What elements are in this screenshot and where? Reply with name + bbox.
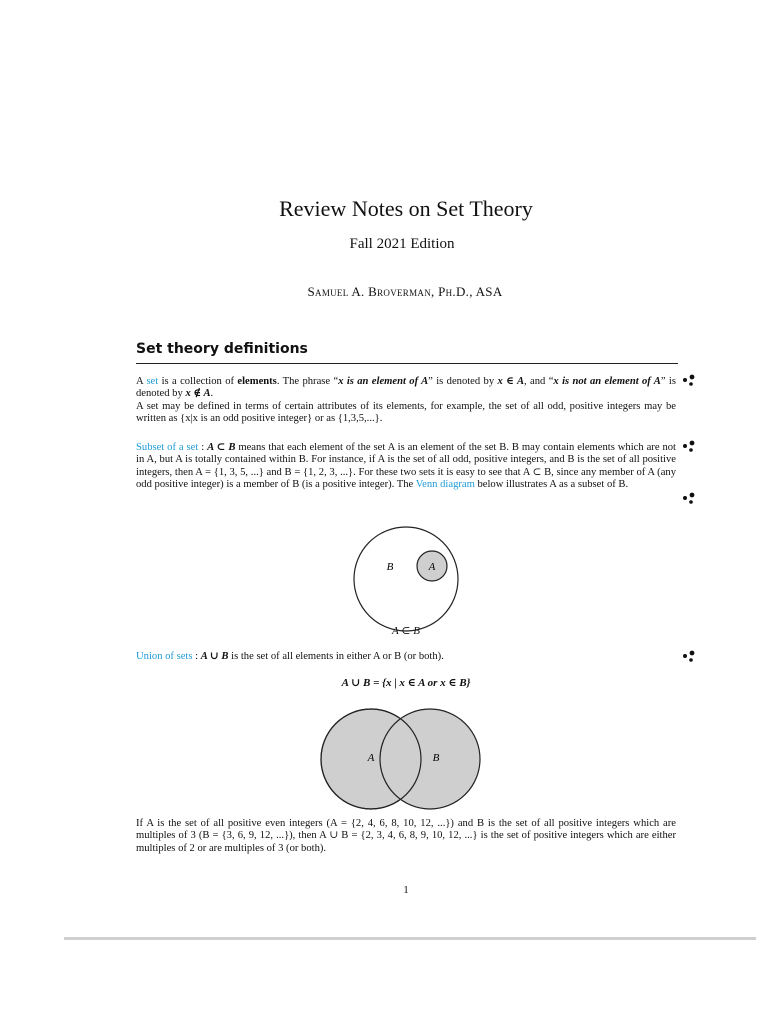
edition-subtitle: Fall 2021 Edition [349, 236, 455, 252]
paragraph-union [136, 651, 676, 663]
text-run: is the set of all elements in either A or B (or both). [228, 651, 444, 662]
share-dots-icon[interactable] [682, 374, 696, 386]
text-run: A [136, 376, 147, 387]
set-link[interactable]: set [146, 376, 159, 387]
venn1-label-a: A [428, 561, 436, 573]
phrase-element-of: x is an element of A [338, 376, 429, 387]
venn1-caption: A ⊂ B [392, 625, 420, 637]
share-dots-icon[interactable] [682, 650, 696, 662]
page-number: 1 [403, 884, 409, 896]
subset-link[interactable]: Subset of a set [136, 442, 199, 453]
section-heading: Set theory definitions [136, 341, 308, 357]
section-rule [136, 363, 678, 364]
venn1-label-b: B [386, 561, 394, 573]
text-run: : [198, 442, 208, 453]
text-run: . The phrase “ [276, 376, 339, 387]
author-line: Samuel A. Broverman, Ph.D., ASA [307, 284, 503, 299]
share-dots-icon[interactable] [682, 492, 696, 504]
outer-set-b-circle [354, 527, 458, 631]
share-dots-icon[interactable] [682, 440, 696, 452]
set-b-circle [380, 709, 480, 809]
venn-union-diagram [318, 707, 486, 813]
term-elements: elements [237, 376, 277, 387]
venn2-label-a: A [367, 752, 375, 764]
venn2-label-b: B [432, 752, 440, 764]
text-run: ” is denoted by [428, 376, 498, 387]
paragraph-union-example: If A is the set of all positive even integers (A = {2, 4, 6, 8, 10, 12, ...}) and B is the set of all positive integers which are multiples of 3 (B = {3, 6, 9, 12, ...}), then A ∪ B = {2, 3, 4, 6, 8, 9, 10, 12, ...} is the set of positive integers which are either multiples of 2 or are multiples of 3 (or both). [136, 818, 676, 854]
document-title: Review Notes on Set Theory [279, 196, 533, 221]
union-formula: A ∪ B = {x | x ∈ A or x ∈ B} [341, 677, 471, 689]
text-run: is a collection of [158, 376, 238, 387]
paragraph-set-definition [136, 376, 676, 426]
text-run: ” is denoted by [136, 376, 677, 400]
paragraph-subset [136, 442, 676, 492]
venn-subset-diagram [350, 523, 462, 635]
text-run: : [192, 651, 201, 662]
set-definition-line2: A set may be defined in terms of certain attributes of its elements, for example, the set of all odd, positive integers may be written as {x|x is an odd positive integer} or as {1,3,5,...}. [136, 400, 676, 425]
union-link[interactable]: Union of sets [136, 651, 193, 662]
text-run: , and “ [524, 376, 554, 387]
viewer-bottom-bar [64, 937, 756, 940]
symbol-subset: A ⊂ B [207, 442, 236, 453]
text-run: . [210, 388, 214, 400]
phrase-not-element-of: x is not an element of A [553, 376, 661, 387]
symbol-not-element-of: x ∉ A [185, 388, 211, 400]
symbol-union: A ∪ B [200, 651, 229, 662]
symbol-element-of: x ∈ A [497, 376, 525, 387]
text-run: below illustrates A as a subset of B. [474, 479, 629, 491]
text-run: means that each element of the set A is an element of the set B. B may contain elements which are not in A, but A is totally contained within B. For instance, if A is the set of all odd, positive integers, and B is the set of all positive integers, then A = {1, 3, 5, ...} and B = {1, 2, 3, ...}. For these two sets it is easy to see that A ⊂ B, since any member of A (any odd positive integer) is a member of B (is a positive integer). The [136, 442, 676, 491]
venn-diagram-link[interactable]: Venn diagram [415, 479, 475, 491]
